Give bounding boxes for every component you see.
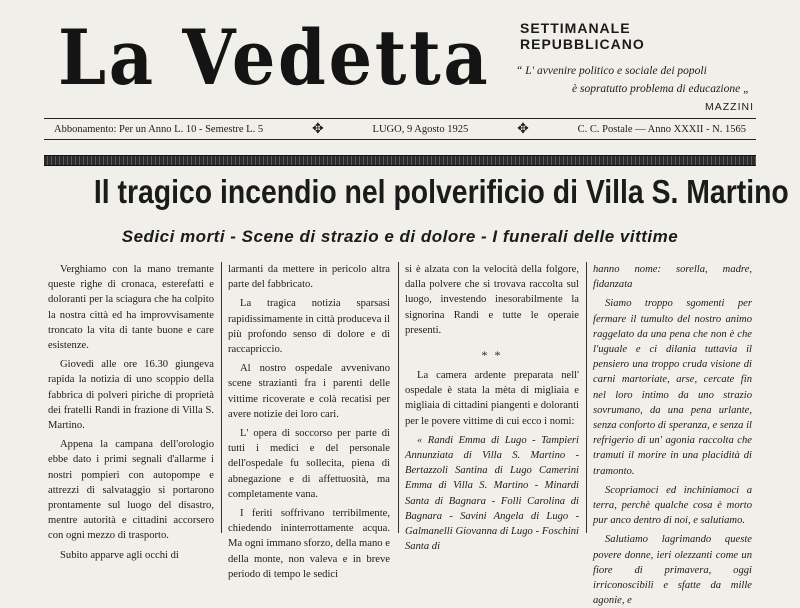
column-3 xyxy=(401,262,583,553)
motto-quote xyxy=(512,62,764,116)
article-subheadline: Sedici morti - Scene di strazio e di dolore - I funerali delle vittime xyxy=(121,227,679,246)
ornament-icon: ✥ xyxy=(311,121,324,137)
tagline: SETTIMANALE REPUBBLICANO xyxy=(520,20,645,52)
paragraph: Appena la campana dell'orologio ebbe dato i primi segnali d'allarme i nostri pompieri con autopompe e attrezzi di salvataggio si portarono prontamente sul luogo del disastro, mentre autorità e cittadini accorsero con ogni mezzo di trasporto. xyxy=(48,439,214,542)
paragraph: La camera ardente preparata nell' ospedale è stata la mèta di migliaia e migliaia di cittadini piangenti e doloranti per le povere vittime di cui ecco i nomi: xyxy=(405,370,579,427)
paragraph: Verghiamo con la mano tremante queste righe di cronaca, esterefatti e doloranti per la sciagura che ha colpito la nostra città ed ha improvvisamente troncato la vita di tante buone e care esistenze. xyxy=(48,264,214,352)
quote-line-1: “ L' avvenire politico e sociale dei popoli xyxy=(516,65,707,77)
section-separator: * * xyxy=(481,348,503,363)
decorative-band xyxy=(44,155,756,166)
quote-author: MAZZINI xyxy=(705,101,754,113)
issue-date: LUGO, 9 Agosto 1925 xyxy=(372,123,469,135)
paragraph: Giovedì alle ore 16.30 giungeva rapida la notizia di uno scoppio della fabbrica di polveri piriche di proprietà dei fratelli Randi in frazione di Villa S. Martino. xyxy=(48,359,214,432)
column-1 xyxy=(44,262,218,561)
article-body xyxy=(44,262,756,607)
paragraph: Siamo troppo sgomenti per fermare il tumulto del nostro animo raggelato da una pena che non è che l'uguale e ci dilania tuttavia il pensiero una troppo cruda visione di carni martoriate, arse, cercate fin nel loro intimo da uno strazio sovrumano, da una pena urlante, senza conforto di speranza, e senza il refrigerio di un' agonia raccolta che tramuti il morire in una placidità di tramonto. xyxy=(593,298,752,477)
victims-list: « Randi Emma di Lugo - Tampieri Annunziata di Villa S. Martino - Bertazzoli Santina di Lugo Camerini Emma di Villa S. Martino - Minardi Santa di Bagnara - Folli Carolina di Bagnara - Savini Angela di Lugo - Galmanelli Giovanna di Lugo - Foschini Santa di xyxy=(405,434,579,553)
paragraph: si è alzata con la velocità della folgore, dalla polvere che si trovava raccolta sul luogo, investendo inesorabilmente la signorina Randi e tutte le operaie presenti. xyxy=(405,264,579,336)
paragraph: larmanti da mettere in pericolo altra parte del fabbricato. xyxy=(228,264,390,291)
tagline-box xyxy=(512,20,764,116)
postal-info: C. C. Postale — Anno XXXII - N. 1565 xyxy=(577,123,746,135)
paragraph: Salutiamo lagrimando queste povere donne, ieri olezzanti come un fiore di primavera, oggi irriconoscibili e sfatte da mille agonie, e xyxy=(593,534,752,607)
paragraph: I feriti soffrivano terribilmente, chiedendo ininterrottamente acqua. Ma ogni immano sforzo, della mano e della monte, non valeva e in breve periodo di tempo le sedici xyxy=(228,508,390,580)
quote-line-2: è sopratutto problema di educazione „ xyxy=(572,83,750,95)
column-divider xyxy=(398,262,399,533)
newspaper-title: La Vedetta xyxy=(58,13,491,102)
column-2 xyxy=(224,262,394,580)
column-4 xyxy=(589,262,756,607)
tagline-row xyxy=(512,20,764,52)
ornament-icon: ✥ xyxy=(517,121,529,137)
subscription-info: Abbonamento: Per un Anno L. 10 - Semestre L. 5 xyxy=(54,123,264,135)
paragraph: Subito apparve agli occhi di xyxy=(60,549,179,561)
paragraph: La tragica notizia sparsasi rapidissimamente in città produceva il più profondo senso di dolore e di raccapriccio. xyxy=(228,298,390,356)
column-divider xyxy=(586,262,587,533)
issue-info-bar xyxy=(44,118,756,140)
paragraph: L' opera di soccorso per parte di tutti i medici e del personale dell'ospedale fu sollecita, piena di abnegazione e di affettuosità, ma completamente vana. xyxy=(228,428,390,500)
paragraph: hanno nome: sorella, madre, fidanzata xyxy=(593,264,752,291)
article-headline: Il tragico incendio nel polverificio di Villa S. Martino xyxy=(93,173,789,210)
paragraph: Scopriamoci ed inchiniamoci a terra, perchè qualche cosa è morto pur anco dentro di noi, e salutiamo. xyxy=(593,484,752,527)
column-divider xyxy=(221,262,222,533)
masthead xyxy=(50,8,754,118)
paragraph: Al nostro ospedale avvenivano scene strazianti fra i parenti delle vittime ricoverate e colà recatisi per avere notizie dei loro cari. xyxy=(228,363,390,420)
